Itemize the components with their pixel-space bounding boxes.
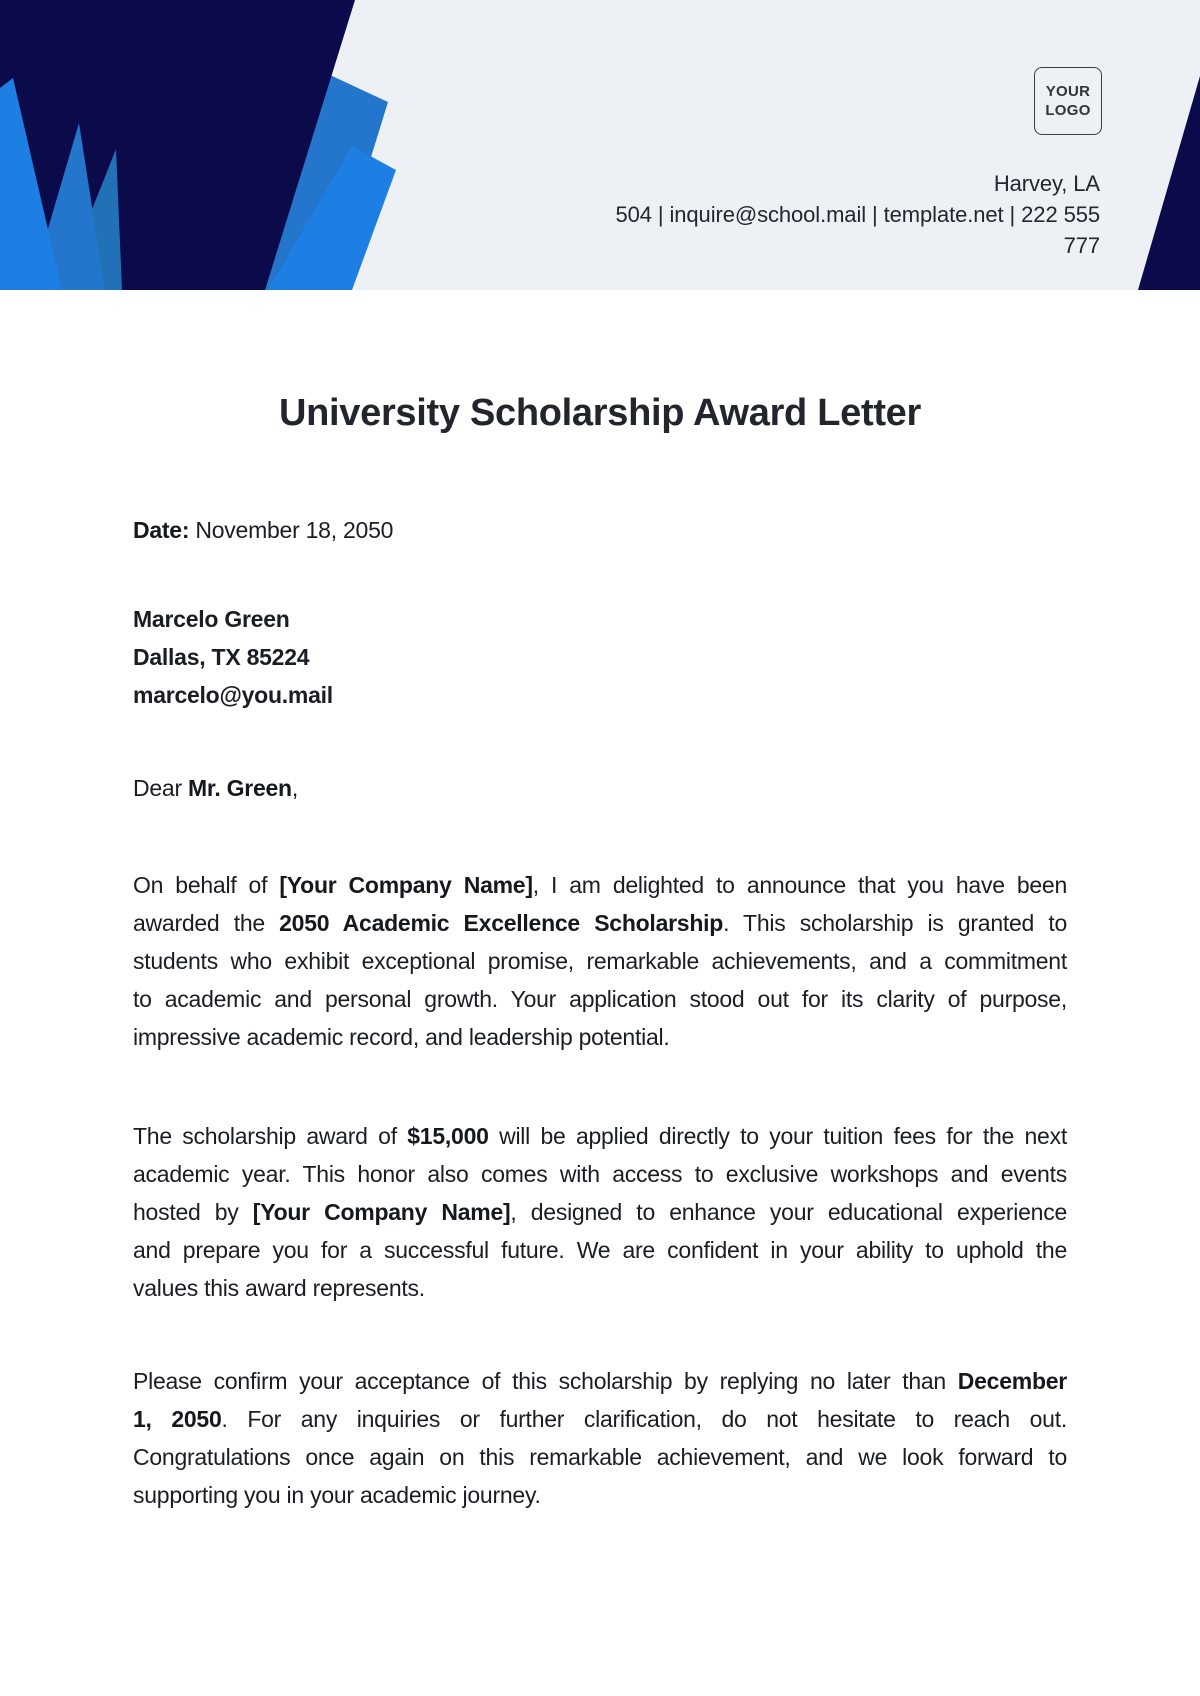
paragraph-award-announcement [133,866,1067,1056]
paragraph-line: values this award represents. [133,1275,425,1301]
recipient-email: marcelo@you.mail [133,682,333,708]
paragraph-line: Congratulations once again on this remarkable achievement, and we look forward to [133,1444,1067,1470]
paragraph-line: awarded the 2050 Academic Excellence Scholarship. This scholarship is granted to [133,910,1067,936]
date-line: Date: November 18, 2050 [133,517,394,543]
paragraph-line: students who exhibit exceptional promise, remarkable achievements, and a commitment [133,948,1067,974]
paragraph-line: The scholarship award of $15,000 will be applied directly to your tuition fees for the next [133,1123,1067,1149]
paragraph-line: On behalf of [Your Company Name], I am delighted to announce that you have been [133,872,1068,898]
contact-location: Harvey, LA [993,171,1100,196]
contact-info [480,168,1100,261]
paragraph-line: Please confirm your acceptance of this scholarship by replying no later than December [133,1368,1067,1394]
paragraph-line: and prepare you for a successful future. We are confident in your ability to uphold the [133,1237,1067,1263]
paragraph-award-details [133,1117,1067,1307]
paragraph-line: supporting you in your academic journey. [133,1482,541,1508]
recipient-block [133,600,1067,714]
greeting-line: Dear Mr. Green, [133,775,298,801]
logo-placeholder [1034,67,1102,135]
paragraph-line: to academic and personal growth. Your application stood out for its clarity of purpose, [133,986,1067,1012]
paragraph-line: academic year. This honor also comes with access to exclusive workshops and events [133,1161,1067,1187]
contact-details: 504 | inquire@school.mail | template.net | 222 555 [615,202,1100,227]
paragraph-line: impressive academic record, and leadership potential. [133,1024,670,1050]
letterhead [0,0,1200,290]
paragraph-line: 1, 2050. For any inquiries or further clarification, do not hesitate to reach out. [133,1406,1068,1432]
logo-text-line1: YOUR [1045,83,1091,100]
paragraph-line: hosted by [Your Company Name], designed to enhance your educational experience [133,1199,1067,1225]
paragraph-acceptance-request [133,1362,1067,1514]
contact-phone-overflow: 777 [1063,233,1100,258]
recipient-name: Marcelo Green [133,606,290,632]
page-title: University Scholarship Award Letter [278,392,922,434]
logo-text-line2: LOGO [1045,102,1091,119]
recipient-address: Dallas, TX 85224 [133,644,310,670]
